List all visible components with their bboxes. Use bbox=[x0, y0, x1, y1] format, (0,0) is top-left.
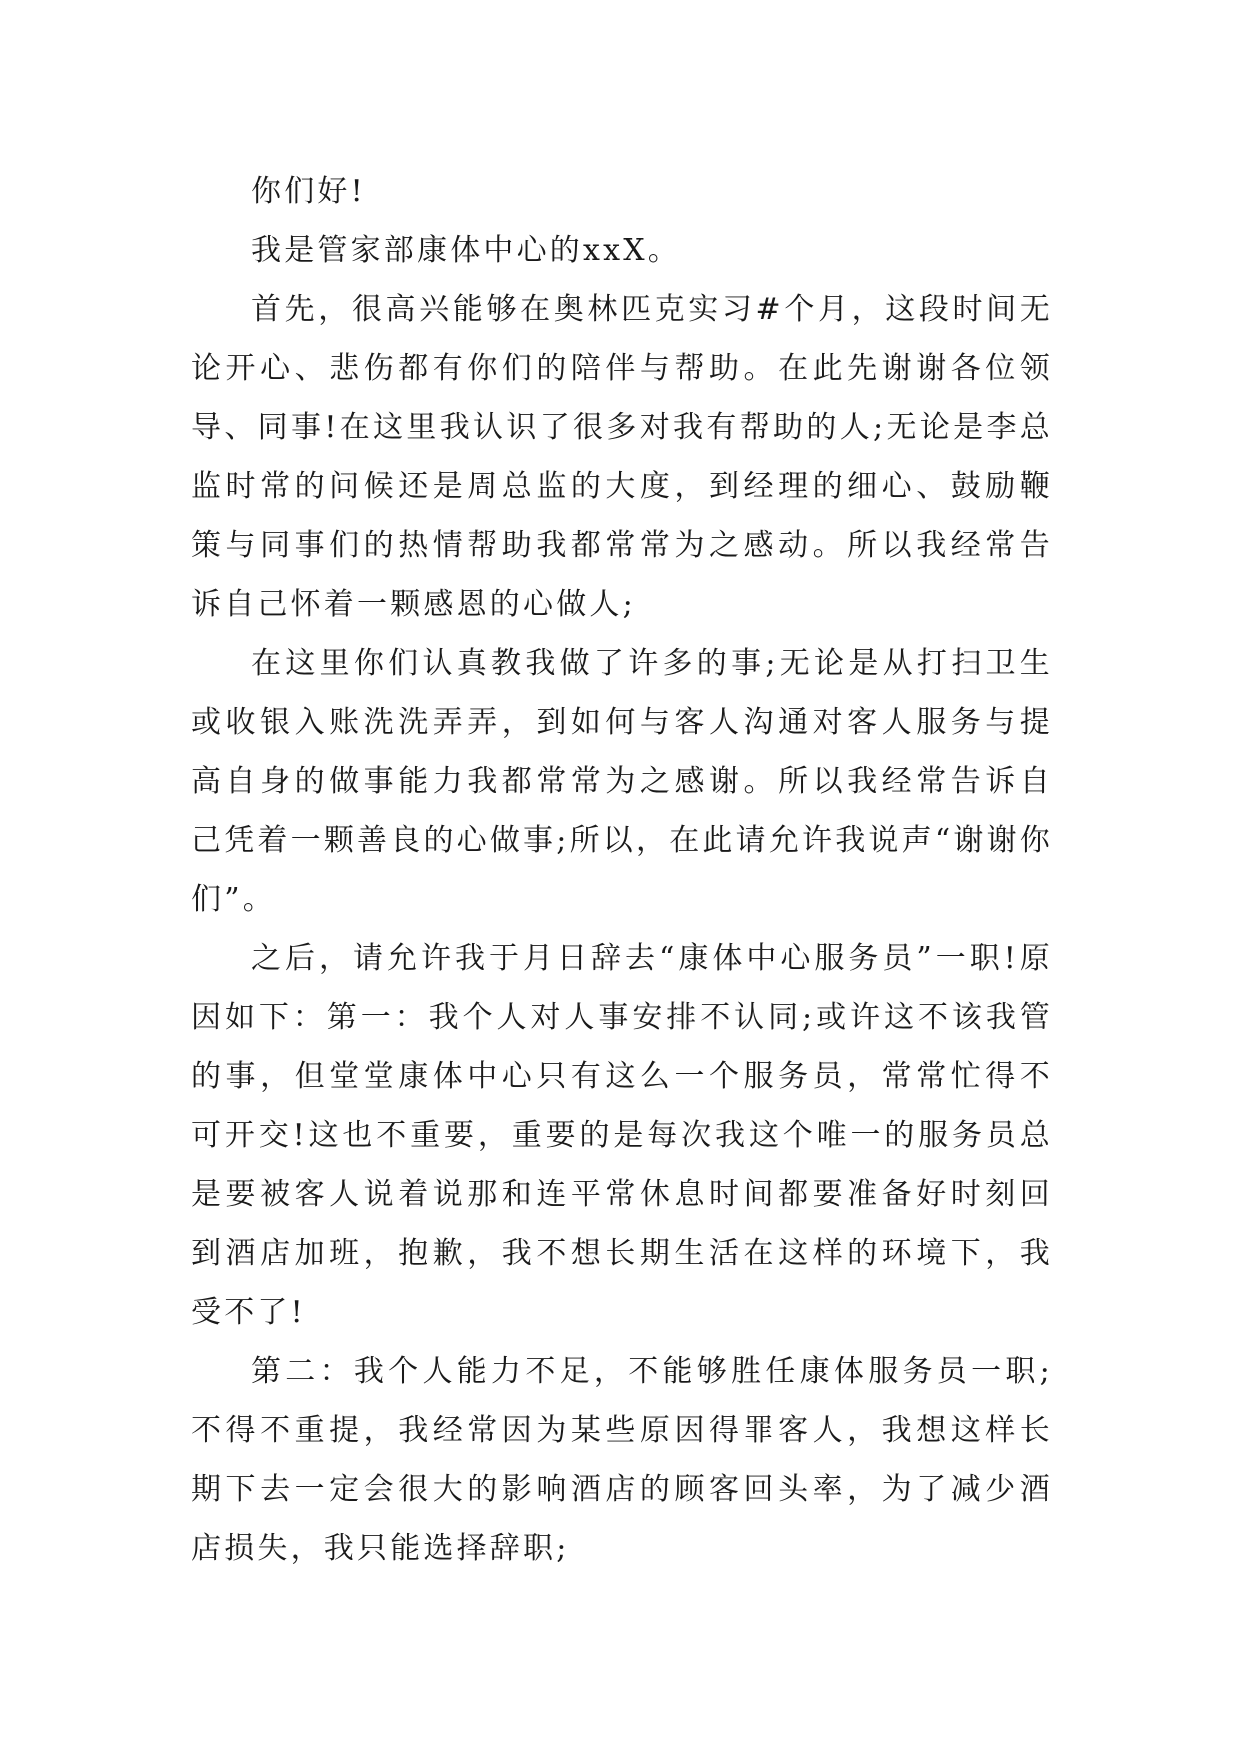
paragraph-resignation-reason-two: 第二：我个人能力不足，不能够胜任康体服务员一职;不得不重提，我经常因为某些原因得罪客人，我想这样长期下去一定会很大的影响酒店的顾客回头率，为了减少酒店损失，我只能选择辞职; bbox=[191, 1354, 1053, 1566]
paragraph-resignation-reason-one: 之后，请允许我于月日辞去“康体中心服务员”一职!原因如下：第一：我个人对人事安排不认同;或许这不该我管的事，但堂堂康体中心只有这么一个服务员，常常忙得不可开交!这也不重要，重要的是每次我这个唯一的服务员总是要被客人说着说那和连平常休息时间都要准备好时刻回到酒店加班，抱歉，我不想长期生活在这样的环境下，我受不了! bbox=[191, 941, 1053, 1330]
paragraph-self-introduction: 我是管家部康体中心的xxX。 bbox=[251, 233, 681, 268]
paragraph-gratitude-training: 在这里你们认真教我做了许多的事;无论是从打扫卫生或收银入账洗洗弄弄，到如何与客人沟通对客人服务与提高自身的做事能力我都常常为之感谢。所以我经常告诉自己凭着一颗善良的心做事;所以，在此请允许我说声“谢谢你们”。 bbox=[191, 646, 1053, 917]
paragraph-gratitude-colleagues: 首先，很高兴能够在奥林匹克实习#个月，这段时间无论开心、悲伤都有你们的陪伴与帮助。在此先谢谢各位领导、同事!在这里我认识了很多对我有帮助的人;无论是李总监时常的问候还是周总监的大度，到经理的细心、鼓励鞭策与同事们的热情帮助我都常常为之感动。所以我经常告诉自己怀着一颗感恩的心做人; bbox=[191, 292, 1053, 622]
paragraph-greeting: 你们好! bbox=[251, 174, 366, 209]
letter-body bbox=[191, 162, 1053, 1578]
